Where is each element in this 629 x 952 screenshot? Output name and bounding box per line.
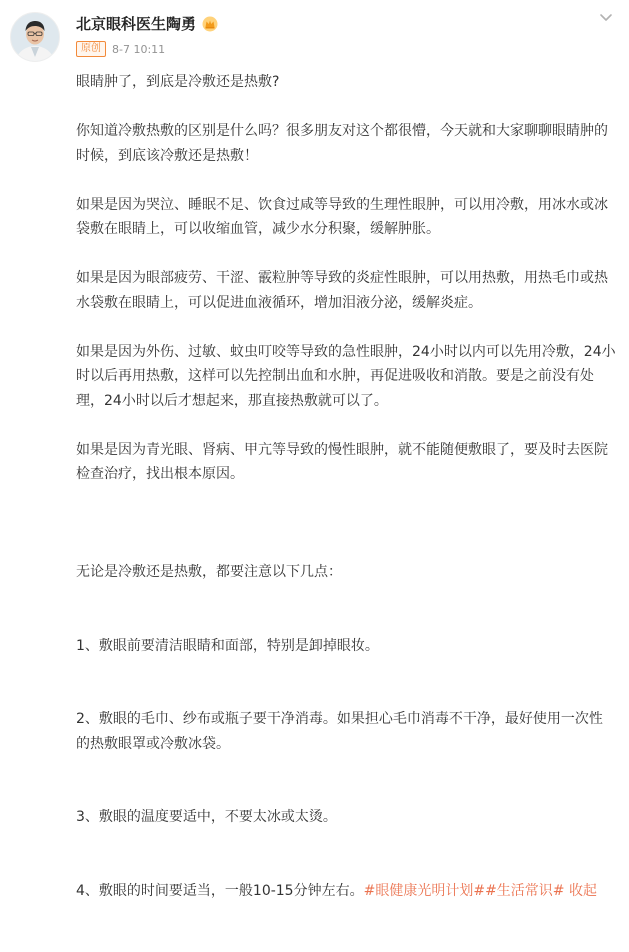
hashtag-link[interactable]: #眼健康光明计划#	[363, 882, 486, 899]
avatar[interactable]	[10, 12, 60, 62]
note-item-last	[76, 879, 616, 904]
note-item: 1、敷眼前要清洁眼睛和面部，特别是卸掉眼妆。	[76, 637, 379, 654]
paragraph-intro: 你知道冷敷热敷的区别是什么吗？很多朋友对这个都很懵，今天就和大家聊聊眼睛肿的时候，到底该冷敷还是热敷！	[76, 123, 608, 164]
author-name[interactable]: 北京眼科医生陶勇	[76, 15, 197, 33]
paragraph-hot-compress: 如果是因为眼部疲劳、干涩、霰粒肿等导致的炎症性眼肿，可以用热敷，用热毛巾或热水袋敷在眼睛上，可以促进血液循环，增加泪液分泌，缓解炎症。	[76, 270, 608, 311]
post-content	[76, 70, 616, 952]
post-title: 眼睛肿了，到底是冷敷还是热敷?	[76, 74, 280, 90]
note-item: 3、敷眼的温度要适中，不要太冰或太烫。	[76, 809, 337, 825]
note-item-text: 4、敷眼的时间要适当，一般10-15分钟左右。	[76, 882, 364, 899]
chevron-down-icon[interactable]	[597, 8, 615, 26]
collapse-link[interactable]: 收起	[568, 882, 597, 899]
author-name-row	[76, 13, 218, 34]
crown-icon	[202, 16, 218, 32]
notes-list	[76, 511, 616, 952]
paragraph-chronic: 如果是因为青光眼、肾病、甲亢等导致的慢性眼肿，就不能随便敷眼了，要及时去医院检查治疗，找出根本原因。	[76, 441, 608, 482]
paragraph-acute: 如果是因为外伤、过敏、蚊虫叮咬等导致的急性眼肿，24小时以内可以先用冷敷，24小时以后再用热敷，这样可以先控制出血和水肿，再促进吸收和消散。要是之前没有处理，24小时以后才想起来，那直接热敷就可以了。	[76, 343, 616, 409]
note-item: 2、敷眼的毛巾、纱布或瓶子要干净消毒。如果担心毛巾消毒不干净，最好使用一次性的热敷眼罩或冷敷冰袋。	[76, 711, 603, 752]
hashtag-link[interactable]: #生活常识#	[485, 882, 565, 899]
post-meta	[76, 41, 165, 57]
notes-heading: 无论是冷敷还是热敷，都要注意以下几点：	[76, 564, 342, 580]
original-badge: 原创	[76, 41, 106, 57]
paragraph-cold-compress: 如果是因为哭泣、睡眠不足、饮食过咸等导致的生理性眼肿，可以用冷敷，用冰水或冰袋敷在眼睛上，可以收缩血管，减少水分积聚，缓解肿胀。	[76, 196, 608, 237]
post-time[interactable]: 8-7 10:11	[112, 42, 166, 56]
